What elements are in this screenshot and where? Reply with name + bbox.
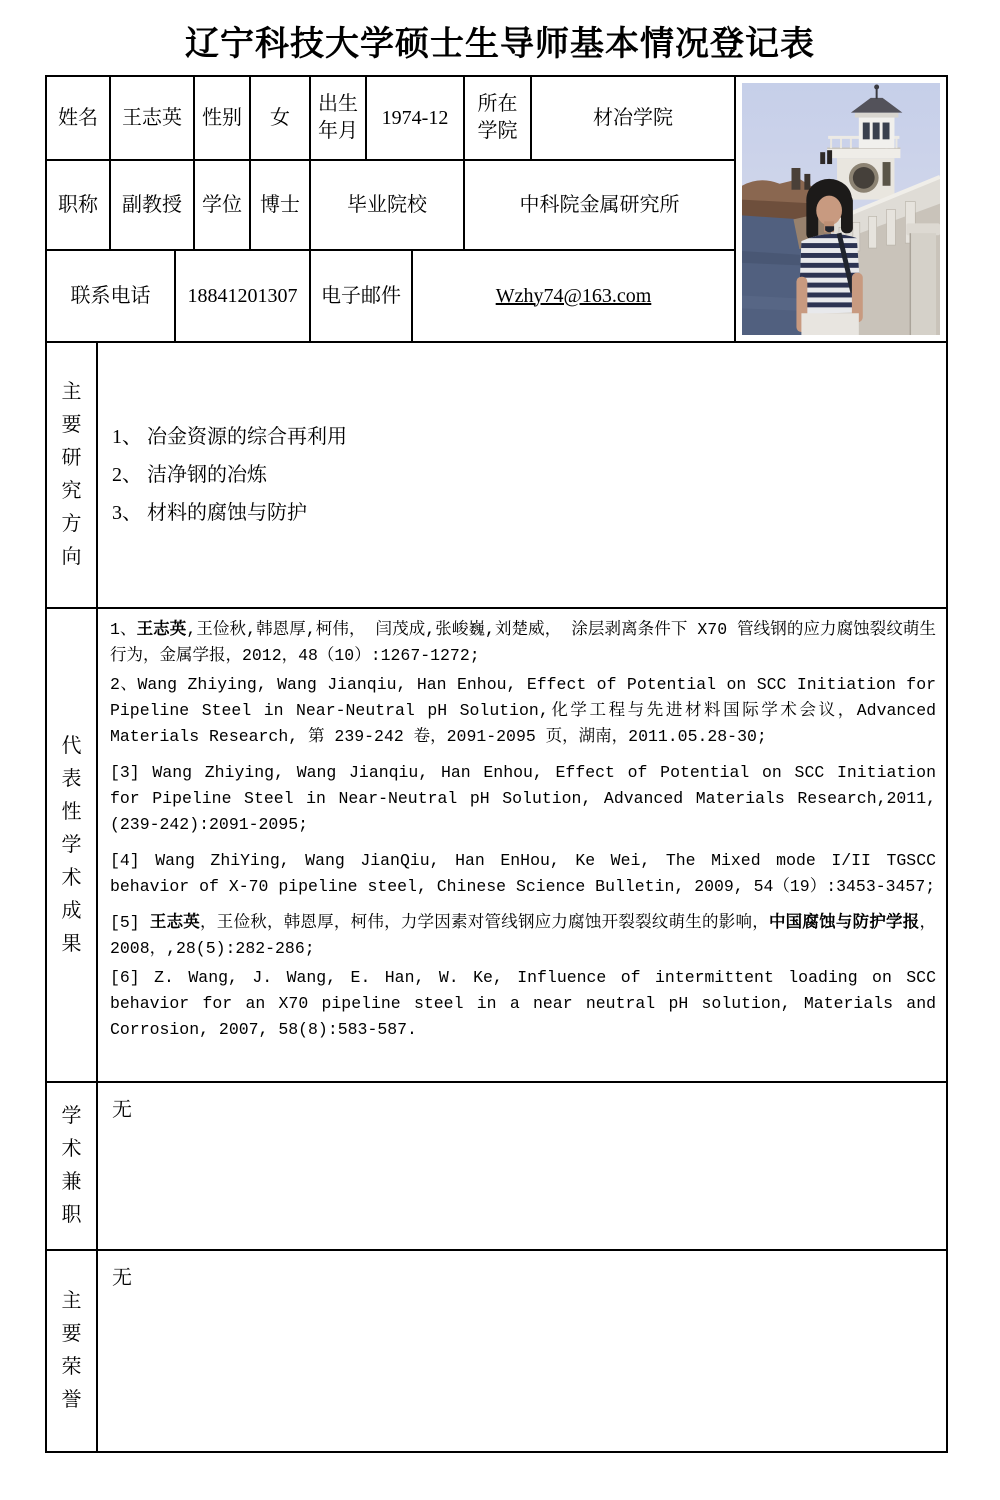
name-value: 王志英	[111, 77, 195, 161]
publication-item: 2、Wang Zhiying, Wang Jianqiu, Han Enhou, Effect of Potential on SCC Initiation for Pipeline Steel in Near-Neutral pH Solution,化学工程与先进材料国际学术会议，Advanced Materials Research, 第 239-242 卷，2091-2095 页，湖南，2011.05.28-30;	[110, 675, 936, 746]
positions-section	[47, 1083, 946, 1251]
school-label: 毕业院校	[311, 161, 465, 251]
name-label: 姓名	[47, 77, 111, 161]
supervisor-photo	[742, 83, 940, 335]
honors-section-label: 主要荣誉	[47, 1251, 98, 1451]
phone-label: 联系电话	[47, 251, 176, 341]
prof-title-label: 职称	[47, 161, 111, 251]
research-item: 1、 冶金资源的综合再利用	[112, 426, 347, 448]
college-label: 所在学院	[465, 77, 532, 161]
publication-item: [3] Wang Zhiying, Wang Jianqiu, Han Enhou, Effect of Potential on SCC Initiation for Pipeline Steel in Near-Neutral pH Solution, Advanced Materials Research,2011,(239-242):2091-2095;	[110, 763, 936, 834]
publications-list	[98, 609, 946, 1081]
school-value: 中科院金属研究所	[465, 161, 736, 251]
publication-item: 1、王志英,王俭秋,韩恩厚,柯伟， 闫茂成,张峻巍,刘楚威， 涂层剥离条件下 X70 管线钢的应力腐蚀裂纹萌生行为，金属学报，2012，48（10）:1267-1272;	[110, 620, 937, 665]
college-value: 材冶学院	[532, 77, 736, 161]
degree-value: 博士	[251, 161, 311, 251]
research-section	[47, 343, 946, 609]
prof-title-value: 副教授	[111, 161, 195, 251]
photo-cell	[736, 77, 946, 341]
gender-value: 女	[251, 77, 311, 161]
research-section-label: 主要研究方向	[47, 343, 98, 607]
birth-label: 出生年月	[311, 77, 367, 161]
supervisor-photo-image	[742, 83, 940, 335]
research-item: 3、 材料的腐蚀与防护	[112, 502, 307, 524]
publications-section-label: 代表性学术成果	[47, 609, 98, 1081]
positions-content: 无	[112, 1099, 132, 1121]
email-value[interactable]: Wzhy74@163.com	[413, 251, 736, 341]
supervisor-form-table	[45, 75, 948, 1453]
page-title: 辽宁科技大学硕士生导师基本情况登记表	[185, 26, 815, 63]
honors-section	[47, 1251, 946, 1451]
email-label: 电子邮件	[311, 251, 413, 341]
birth-value: 1974-12	[367, 77, 465, 161]
publication-item: [6] Z. Wang, J. Wang, E. Han, W. Ke, Influence of intermittent loading on SCC behavior for an X70 pipeline steel in a near neutral pH solution, Materials and Corrosion, 2007, 58(8):583-587.	[110, 968, 936, 1039]
basic-info-grid	[47, 77, 946, 343]
gender-label: 性别	[195, 77, 251, 161]
degree-label: 学位	[195, 161, 251, 251]
honors-content: 无	[112, 1267, 132, 1289]
research-list	[98, 343, 946, 607]
publication-item: [5] 王志英，王俭秋，韩恩厚，柯伟，力学因素对管线钢应力腐蚀开裂裂纹萌生的影响，中国腐蚀与防护学报，2008，,28(5):282-286;	[110, 913, 937, 958]
publication-item: [4] Wang ZhiYing, Wang JianQiu, Han EnHou, Ke Wei, The Mixed mode I/II TGSCC behavior of X-70 pipeline steel, Chinese Science Bulletin, 2009, 54（19）:3453-3457;	[110, 851, 936, 896]
phone-value: 18841201307	[176, 251, 311, 341]
positions-section-label: 学术兼职	[47, 1083, 98, 1249]
research-item: 2、 洁净钢的冶炼	[112, 464, 267, 486]
publications-section	[47, 609, 946, 1083]
